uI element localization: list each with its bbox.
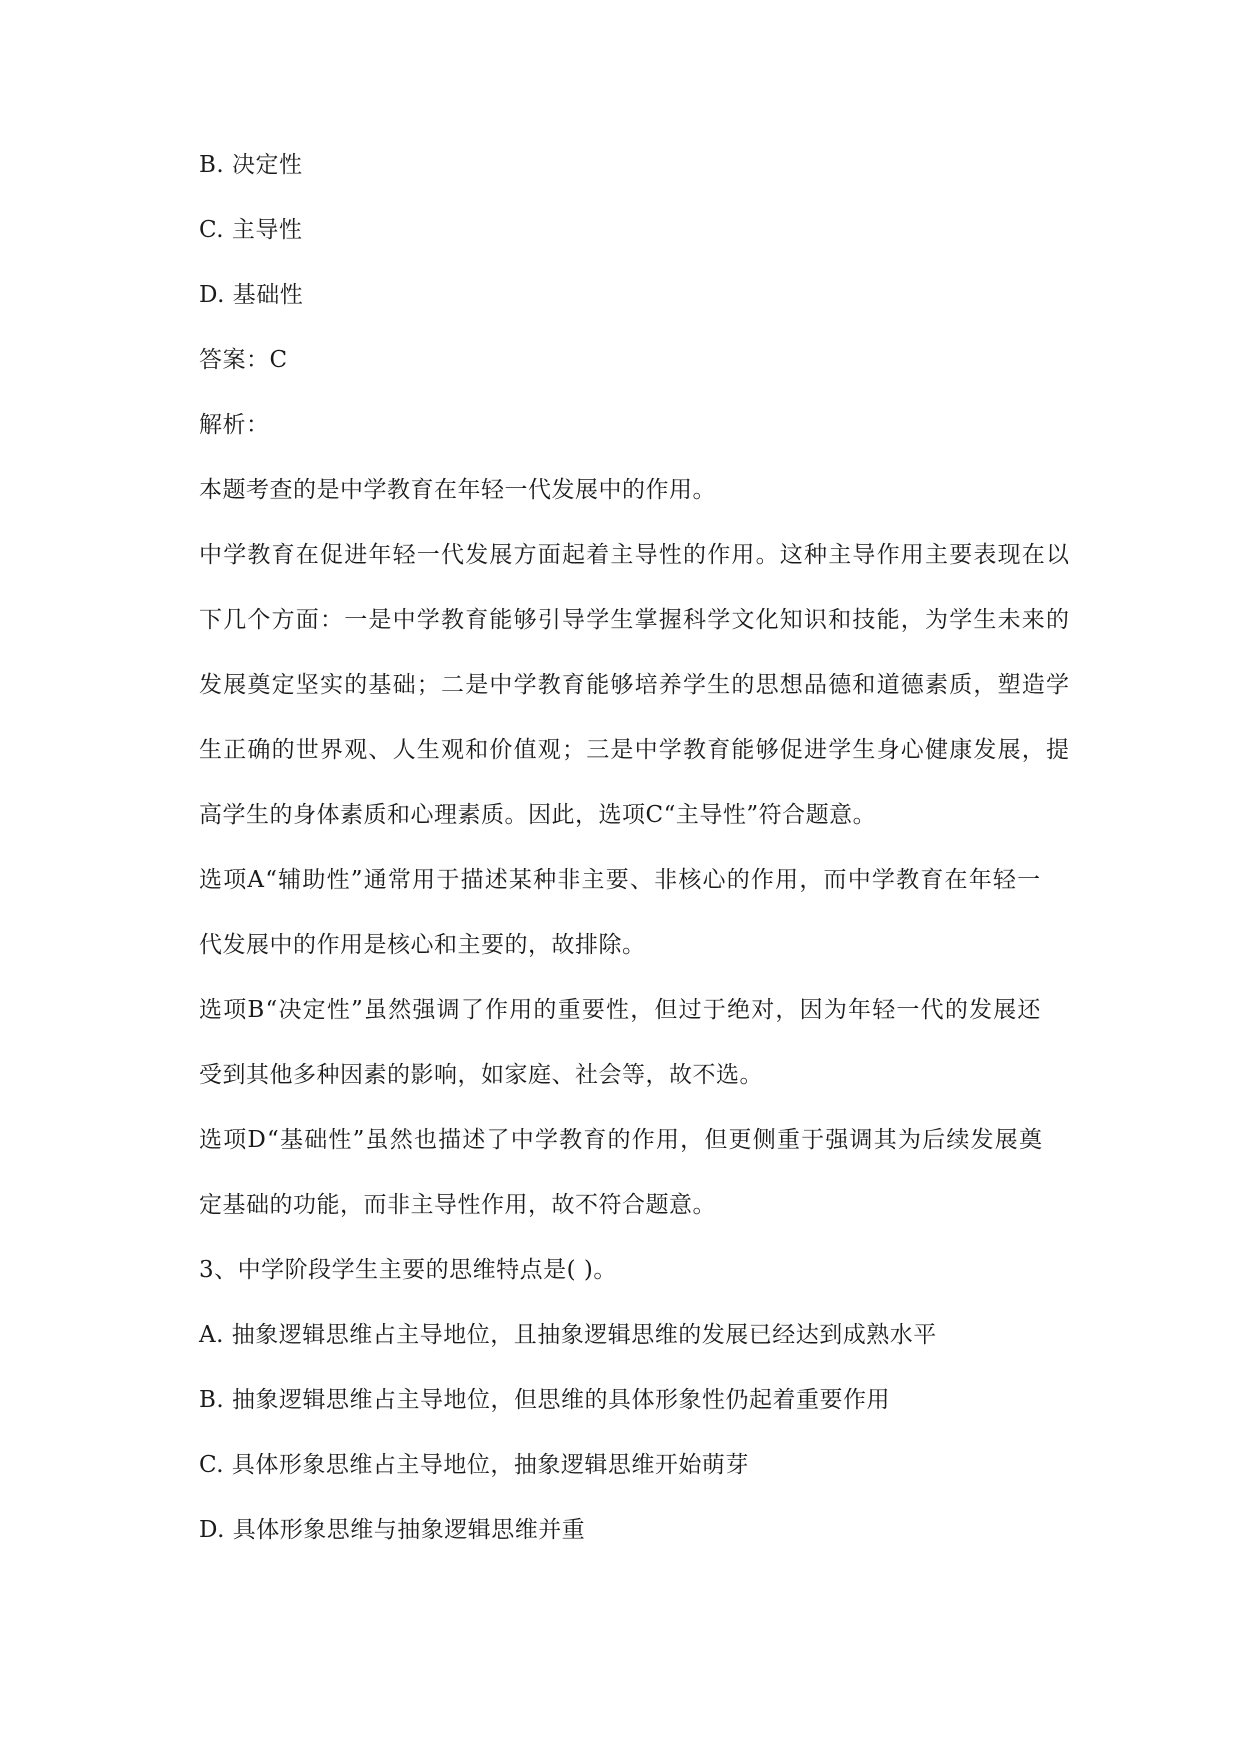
q2-analysis-intro: 本题考查的是中学教育在年轻一代发展中的作用。	[199, 477, 716, 503]
q2-para3-line: 选项B“决定性”虽然强调了作用的重要性，但过于绝对，因为年轻一代的发展还	[199, 997, 1042, 1023]
q3-option-a: A. 抽象逻辑思维占主导地位，且抽象逻辑思维的发展已经达到成熟水平	[199, 1322, 937, 1348]
q2-para1-line: 中学教育在促进年轻一代发展方面起着主导性的作用。这种主导作用主要表现在以	[199, 542, 1071, 568]
q2-para1-line: 高学生的身体素质和心理素质。因此，选项C“主导性”符合题意。	[199, 802, 877, 828]
q2-analysis-label: 解析：	[199, 412, 270, 438]
q2-para4-line: 选项D“基础性”虽然也描述了中学教育的作用，但更侧重于强调其为后续发展奠	[199, 1127, 1044, 1153]
q2-para1-line: 生正确的世界观、人生观和价值观；三是中学教育能够促进学生身心健康发展，提	[199, 737, 1071, 763]
q2-answer: 答案：C	[199, 347, 288, 373]
q2-para2-line: 选项A“辅助性”通常用于描述某种非主要、非核心的作用，而中学教育在年轻一	[199, 867, 1042, 893]
q2-para1-line: 发展奠定坚实的基础；二是中学教育能够培养学生的思想品德和道德素质，塑造学	[199, 672, 1071, 698]
q2-para4-line: 定基础的功能，而非主导性作用，故不符合题意。	[199, 1192, 716, 1218]
q3-option-c: C. 具体形象思维占主导地位，抽象逻辑思维开始萌芽	[199, 1452, 749, 1478]
q2-para3-line: 受到其他多种因素的影响，如家庭、社会等，故不选。	[199, 1062, 763, 1088]
q2-option-c: C. 主导性	[199, 217, 303, 243]
q2-option-d: D. 基础性	[199, 282, 304, 308]
q2-para2-line: 代发展中的作用是核心和主要的，故排除。	[199, 932, 646, 958]
q2-option-b: B. 决定性	[199, 152, 303, 178]
q3-option-b: B. 抽象逻辑思维占主导地位，但思维的具体形象性仍起着重要作用	[199, 1387, 891, 1413]
q2-para1-line: 下几个方面：一是中学教育能够引导学生掌握科学文化知识和技能，为学生未来的	[199, 607, 1071, 633]
q3-stem: 3、中学阶段学生主要的思维特点是( )。	[199, 1257, 617, 1283]
q3-option-d: D. 具体形象思维与抽象逻辑思维并重	[199, 1517, 586, 1543]
